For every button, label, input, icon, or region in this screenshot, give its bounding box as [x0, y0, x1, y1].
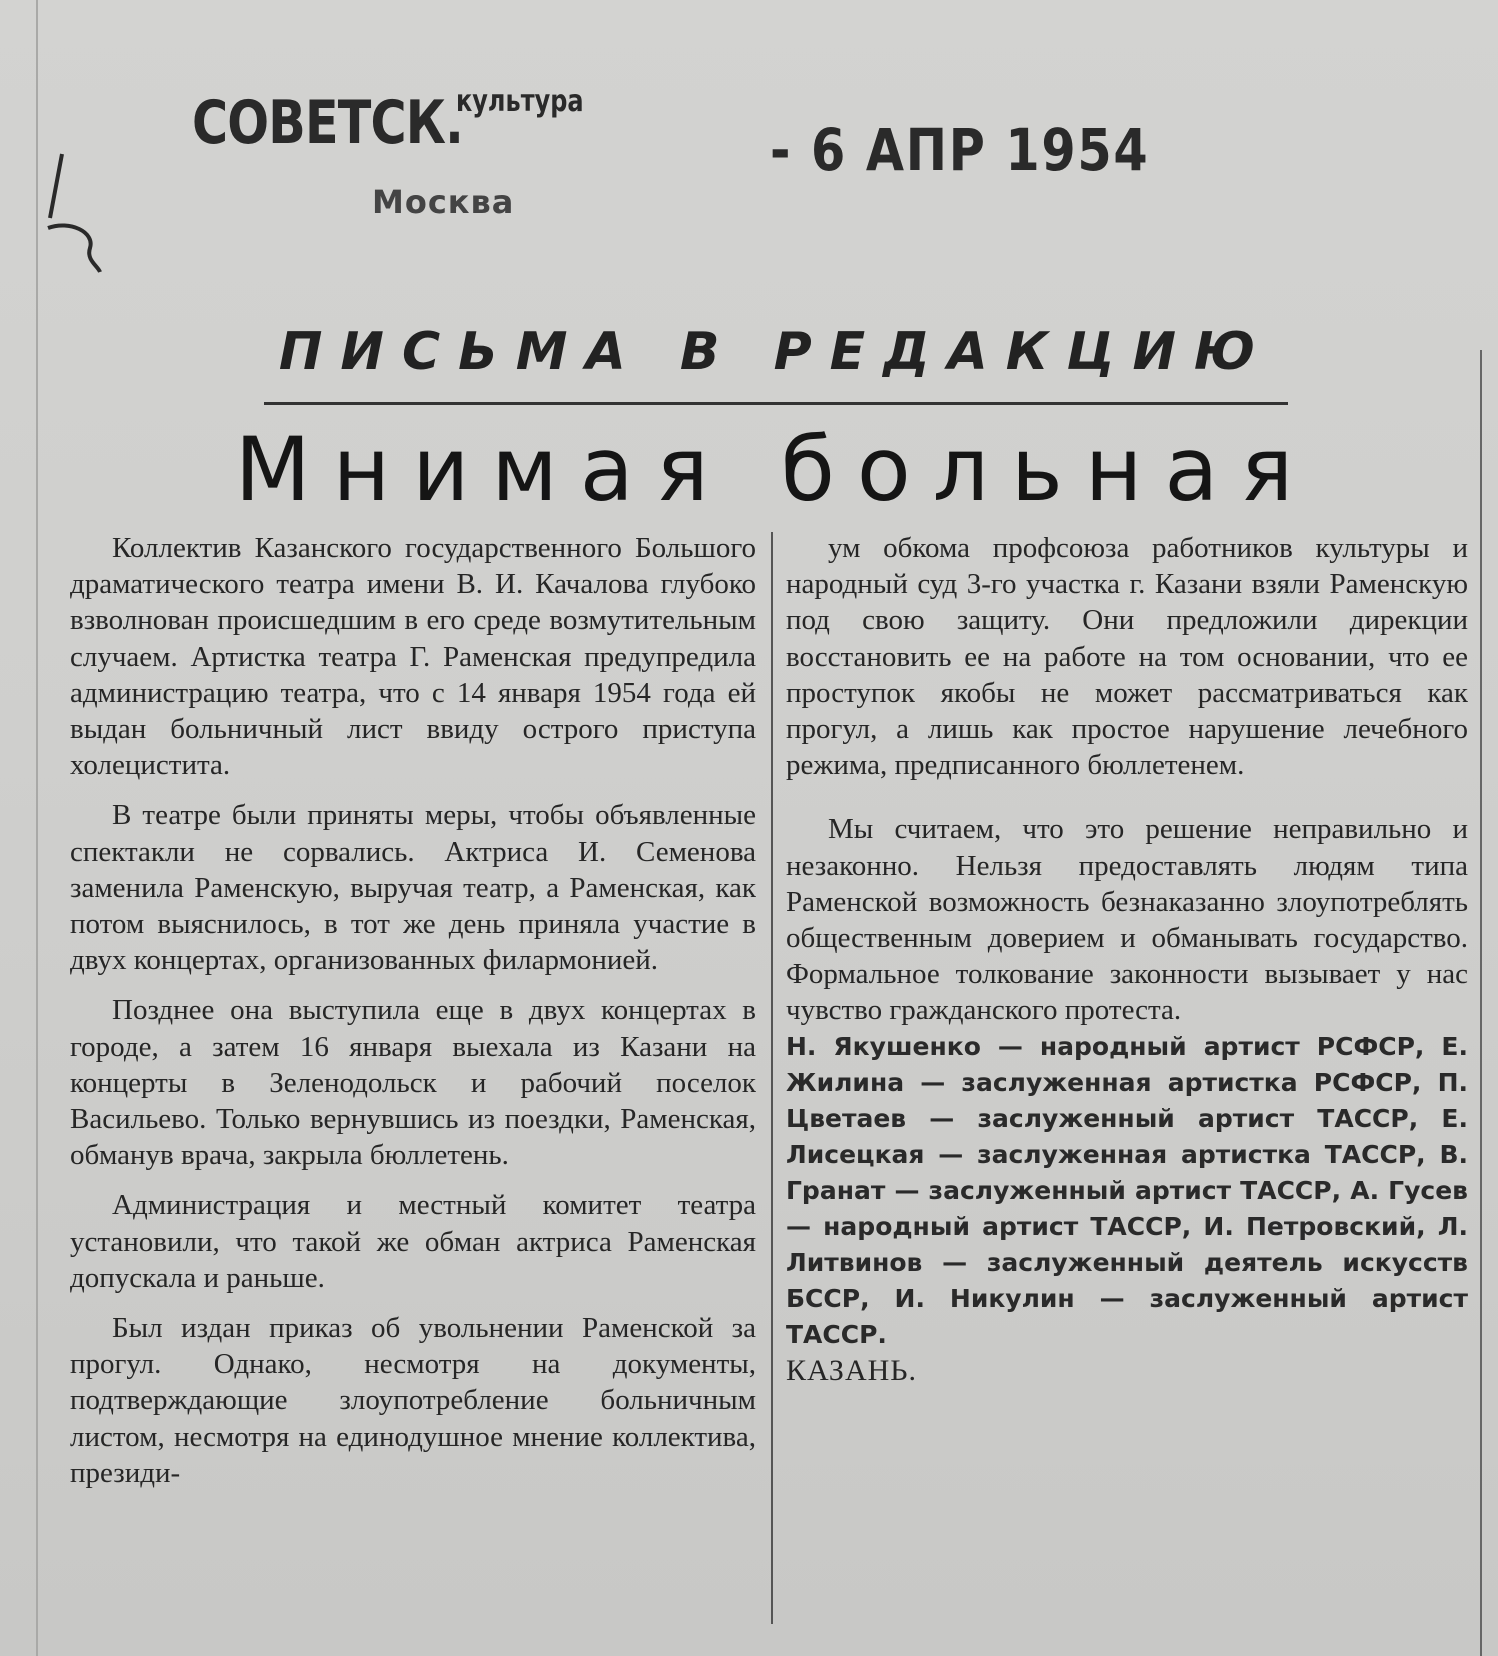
article-paragraph: Мы считаем, что это решение неправильно и незаконно. Нельзя предоставлять людям типа Раменской возможность безнаказанно злоупотреблять общественным доверием и обманывать государство. Формальное толкование законности вызывает у нас чувство гражданского протеста.	[786, 813, 1468, 1027]
article-paragraph: ум обкома профсоюза работников культуры и народный суд 3-го участка г. Казани взяли Раменскую под свою защиту. Они предложили дирекции восстановить ее на работе на том основании, что ее проступок якобы не может рассматриваться как прогул, а лишь как простое нарушение лечебного режима, предписанного бюллетенем.	[786, 532, 1468, 782]
page-edge-rule	[1480, 350, 1482, 1656]
article-headline: Мнимая больная	[234, 418, 1316, 521]
article-column-left	[70, 530, 756, 1491]
article-column-right	[786, 530, 1468, 1389]
article-paragraph: Был издан приказ об увольнении Раменской за прогул. Однако, несмотря на документы, подтверждающие злоупотребление больничным листом, несмотря на единодушное мнение коллектива, президи-	[70, 1312, 756, 1489]
article-paragraph: В театре были приняты меры, чтобы объявленные спектакли не сорвались. Актриса И. Семенова заменила Раменскую, выручая театр, а Раменская, как потом выяснилось, в тот же день приняла участие в двух концертах, организованных филармонией.	[70, 799, 756, 977]
stamp-newspaper-name: СОВЕТСК.	[192, 88, 464, 158]
stamp-city: Москва	[372, 183, 515, 221]
column-divider	[771, 532, 773, 1624]
pen-mark-icon	[40, 150, 110, 280]
article-paragraph: Администрация и местный комитет театра установили, что такой же обман актриса Раменская допускала и раньше.	[70, 1189, 756, 1294]
stamp-date: - 6 АПР 1954	[770, 116, 1150, 184]
stamp-newspaper-name-2: культура	[456, 84, 584, 119]
clipping-edge	[36, 0, 38, 1656]
article-paragraph: Коллектив Казанского государственного Большого драматического театра имени В. И. Качалова глубоко взволнован происшедшим в его среде возмутительным случаем. Артистка театра Г. Раменская предупредила администрацию театра, что с 14 января 1954 года ей выдан больничный лист ввиду острого приступа холецистита.	[70, 532, 756, 782]
signatures: Н. Якушенко — народный артист РСФСР, Е. Жилина — заслуженная артистка РСФСР, П. Цветаев — заслуженный артист ТАССР, Е. Лисецкая — заслуженная артистка ТАССР, В. Гранат — заслуженный артист ТАССР, А. Гусев — народный артист ТАССР, И. Петровский, Л. Литвинов — заслуженный деятель искусств БССР, И. Никулин — заслуженный артист ТАССР.	[786, 1031, 1468, 1349]
article-paragraph: Позднее она выступила еще в двух концертах в городе, а затем 16 января выехала из Казани на концерты в Зеленодольск и рабочий поселок Васильево. Только вернувшись из поездки, Раменская, обманув врача, закрыла бюллетень.	[70, 994, 756, 1172]
city-dateline: КАЗАНЬ.	[786, 1353, 918, 1387]
rubric-underline	[264, 402, 1288, 405]
section-rubric: ПИСЬМА В РЕДАКЦИЮ	[278, 322, 1274, 382]
